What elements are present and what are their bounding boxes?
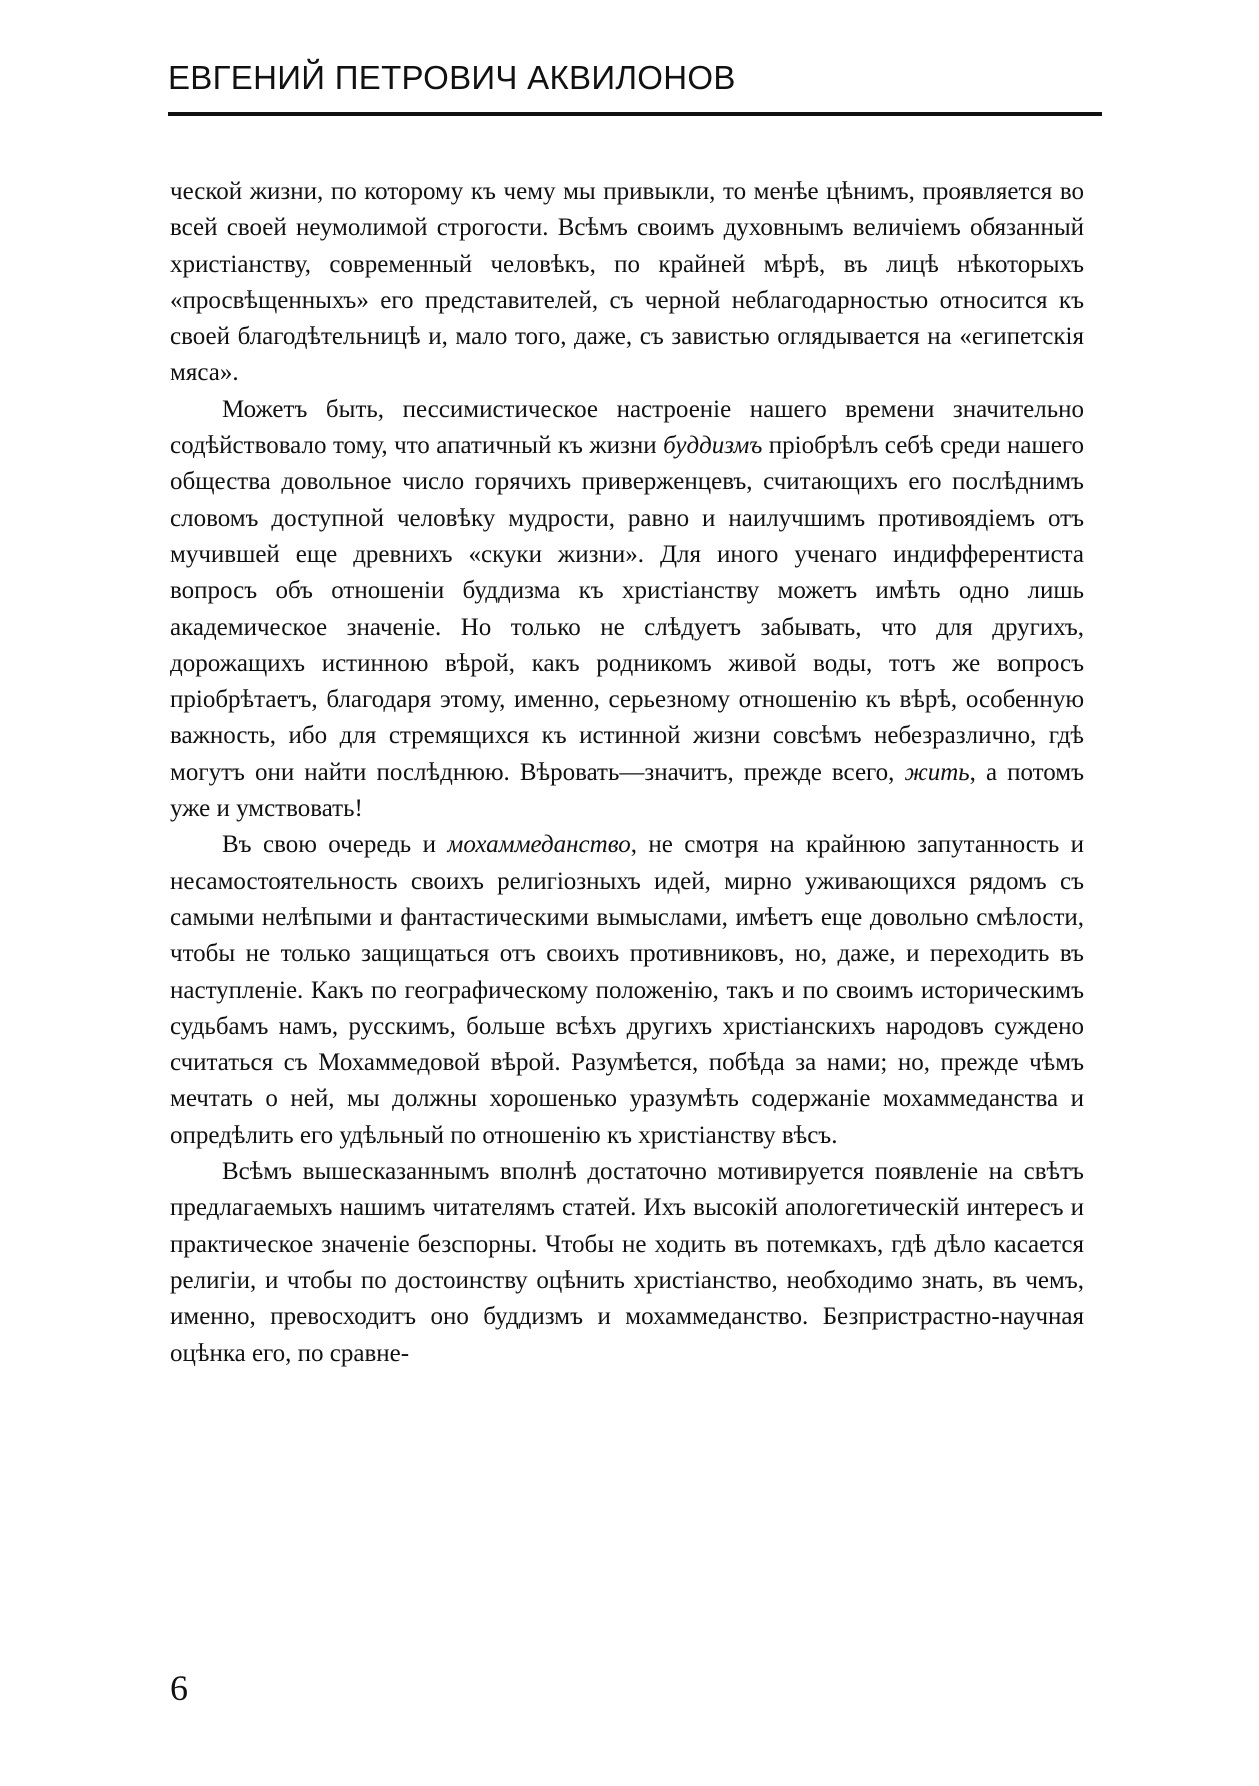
page-number: 6 [170,1668,188,1708]
paragraph-2-text-a: Можетъ быть, пессимистическое настроеніе нашего времени значительно содѣйствовало тому, что апатичный къ жизни [170,395,1084,460]
paragraph-2-text-b: пріобрѣлъ себѣ среди нашего общества довольное число горячихъ приверженцевъ, считающихъ его послѣднимъ словомъ доступной человѣку мудрости, равно и наилучшимъ противоядіемъ отъ мучившей еще древнихъ «скуки жизни». Для иного ученаго индифферентиста вопросъ объ отношеніи буддизма къ христіанству можетъ имѣть одно лишь академическое значеніе. Но только не слѣдуетъ забывать, что для другихъ, дорожащихъ истинною вѣрой, какъ родникомъ живой воды, тотъ же вопросъ пріобрѣтаетъ, благодаря этому, именно, серьезному отношенію къ вѣрѣ, особенную важность, ибо для стремящихся къ истинной жизни совсѣмъ небезразлично, гдѣ могутъ они найти послѣднюю. Вѣровать—значитъ, прежде всего, [170,432,1084,786]
paragraph-3-text-a: Въ свою очередь и [222,831,448,859]
paragraph-1-text: ческой жизни, по которому къ чему мы привыкли, то менѣе цѣнимъ, проявляется во всей своей неумолимой строгости. Всѣмъ своимъ духовнымъ величіемъ обязанный христіанству, современный человѣкъ, по крайней мѣрѣ, въ лицѣ нѣкоторыхъ «просвѣщенныхъ» его представителей, съ черной неблагодарностью относится къ своей благодѣтельницѣ и, мало того, даже, съ завистью оглядывается на «египетскія мяса». [170,178,1084,387]
header-title: ЕВГЕНИЙ ПЕТРОВИЧ АКВИЛОНОВ [168,59,736,96]
italic-term-live: жить [904,758,970,786]
paragraph-3 [170,827,1084,1154]
header-rule [168,112,1102,116]
paragraph-1 [170,174,1084,392]
paragraph-3-text-b: , не смотря на крайнюю запутанность и несамостоятельность своихъ религіозныхъ идей, мирно уживающихся рядомъ съ самыми нелѣпыми и фантастическими вымыслами, имѣетъ еще довольно смѣлости, чтобы не только защищаться отъ своихъ противниковъ, но, даже, и переходить въ наступленіе. Какъ по географическому положенію, такъ и по своимъ историческимъ судьбамъ намъ, русскимъ, больше всѣхъ другихъ христіанскихъ народовъ суждено считаться съ Мохаммедовой вѣрой. Разумѣется, побѣда за нами; но, прежде чѣмъ мечтать о ней, мы должны хорошенько уразумѣть содержаніе мохаммеданства и опредѣлить его удѣльный по отношенію къ христіанству вѣсъ. [170,831,1084,1149]
italic-term-buddhism: буддизмъ [663,432,763,460]
body-text [170,174,1084,1372]
italic-term-mohammedanism: мохаммеданство [447,831,631,859]
running-header [168,58,1102,116]
paragraph-2 [170,392,1084,828]
paragraph-2-text-c: , а потомъ уже и умствовать! [170,758,1084,823]
paragraph-4-text: Всѣмъ вышесказаннымъ вполнѣ достаточно мотивируется появленіе на свѣтъ предлагаемыхъ нашимъ читателямъ статей. Ихъ высокій апологетическій интересъ и практическое значеніе безспорны. Чтобы не ходить въ потемкахъ, гдѣ дѣло касается религіи, и чтобы по достоинству оцѣнить христіанство, необходимо знать, въ чемъ, именно, превосходитъ оно буддизмъ и мохаммеданство. Безпристрастно-научная оцѣнка его, по сравне- [170,1158,1084,1367]
paragraph-4 [170,1154,1084,1372]
